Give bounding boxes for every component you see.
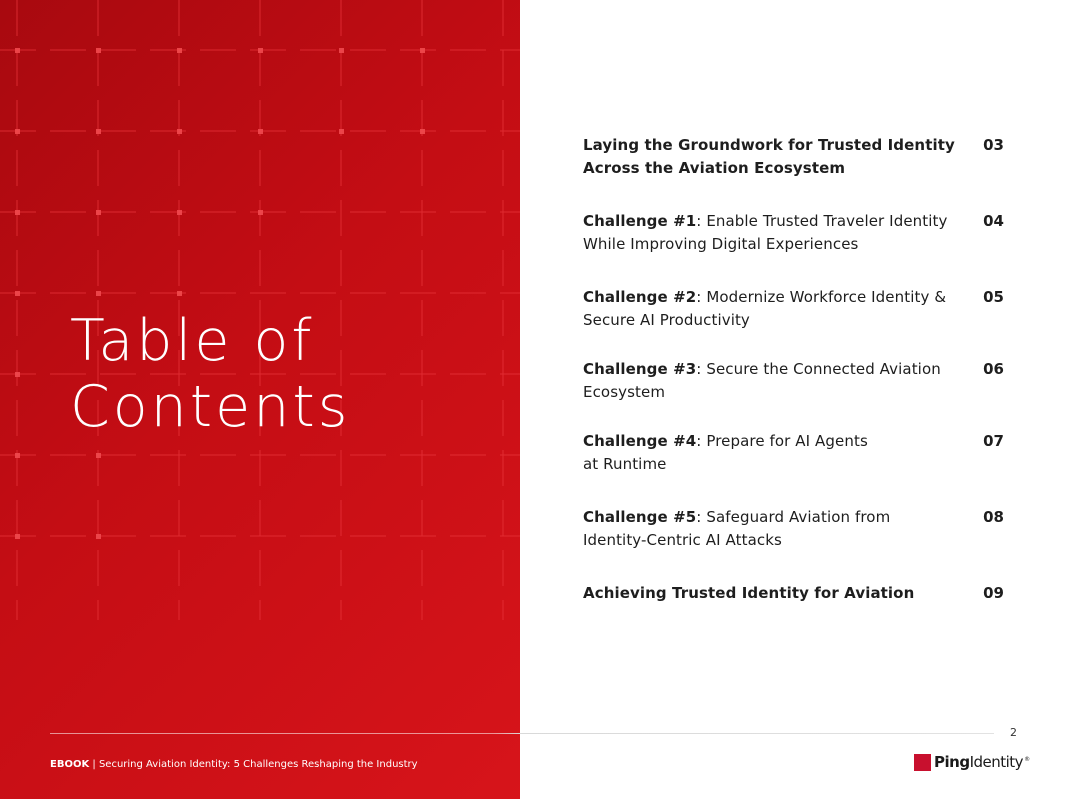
toc-entry-page-number: 04	[983, 212, 1004, 230]
toc-entry-text: : Prepare for AI Agents at Runtime	[583, 432, 868, 473]
page-title-line-1: Table of	[70, 308, 315, 374]
toc-entry-page-number: 07	[983, 432, 1004, 450]
toc-entry-conclusion[interactable]	[583, 582, 1006, 605]
toc-entry-challenge-4[interactable]	[583, 430, 1006, 476]
toc-entry-lead: Challenge #2	[583, 288, 697, 306]
footer-document-title	[50, 759, 418, 770]
toc-entry-lead: Challenge #4	[583, 432, 697, 450]
toc-entry-challenge-1[interactable]	[583, 210, 1006, 256]
toc-entry-text: : Enable Trusted Traveler Identity While Improving Digital Experiences	[583, 212, 948, 253]
toc-entry-challenge-3[interactable]	[583, 358, 1006, 404]
toc-entry-title	[583, 506, 955, 552]
footer-divider	[50, 733, 994, 734]
toc-entry-text: : Secure the Connected Aviation Ecosystem	[583, 360, 941, 401]
logo-wordmark-identity: Identity	[969, 753, 1024, 771]
ping-identity-logo	[914, 752, 1030, 772]
toc-entry-text: : Modernize Workforce Identity & Secure AI Productivity	[583, 288, 947, 329]
toc-entry-title	[583, 358, 955, 404]
footer-separator: |	[89, 759, 99, 770]
ping-identity-square-icon	[914, 754, 931, 771]
toc-entry-text: : Safeguard Aviation from Identity-Centric AI Attacks	[583, 508, 891, 549]
toc-entry-title: Achieving Trusted Identity for Aviation	[583, 584, 915, 602]
page-title	[70, 308, 350, 440]
footer-tag: EBOOK	[50, 759, 90, 770]
toc-entry-page-number: 05	[983, 288, 1004, 306]
logo-trademark: ®	[1024, 756, 1030, 763]
footer-title: Securing Aviation Identity: 5 Challenges Reshaping the Industry	[98, 759, 418, 770]
cover-red-panel	[0, 0, 520, 799]
toc-entry-title	[583, 286, 955, 332]
toc-entry-groundwork[interactable]	[583, 134, 1006, 180]
toc-entry-lead: Challenge #1	[583, 212, 697, 230]
logo-wordmark	[934, 753, 1030, 771]
page-number: 2	[1010, 726, 1017, 739]
toc-entry-title	[583, 430, 883, 476]
toc-entry-page-number: 03	[983, 136, 1004, 154]
page-title-line-2: Contents	[70, 374, 351, 440]
toc-entry-page-number: 06	[983, 360, 1004, 378]
toc-entry-title	[583, 210, 955, 256]
toc-entry-lead: Challenge #5	[583, 508, 697, 526]
toc-entry-page-number: 08	[983, 508, 1004, 526]
logo-wordmark-ping: Ping	[934, 753, 970, 771]
toc-entry-lead: Challenge #3	[583, 360, 697, 378]
toc-entry-challenge-5[interactable]	[583, 506, 1006, 552]
toc-entry-challenge-2[interactable]	[583, 286, 1006, 332]
toc-entry-title: Laying the Groundwork for Trusted Identity Across the Aviation Ecosystem	[583, 136, 955, 177]
toc-entry-page-number: 09	[983, 584, 1004, 602]
